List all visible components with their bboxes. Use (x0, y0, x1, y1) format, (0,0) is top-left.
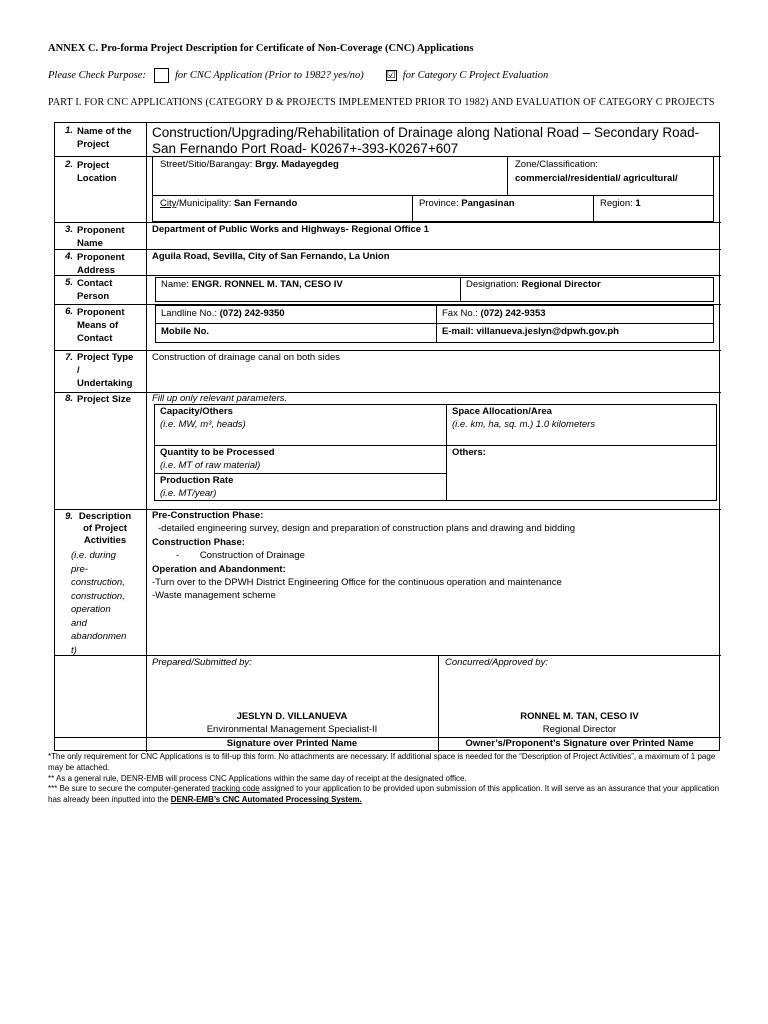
cnc-system-link[interactable]: DENR-EMB’s CNC Automated Processing System. (170, 795, 362, 805)
footnote-1: *The only requirement for CNC Applications is to fill-up this form. No attachments are necessary. If additional space is needed for the “Description of Project Activities”, a maximum of 1 page may be attached. (48, 752, 716, 772)
row-number: 1. (65, 125, 73, 136)
description-hint-line: construction, (71, 577, 125, 588)
city-label-underlined: City (160, 198, 177, 209)
project-type-label: Project Type (77, 352, 134, 363)
description-hint (71, 549, 141, 657)
footnote-3-text: *** Be sure to secure the computer-generated (48, 784, 213, 794)
description-hint-line: and (71, 617, 87, 629)
annex-title: ANNEX C. Pro-forma Project Description for Certificate of Non-Coverage (CNC) Applications (48, 43, 474, 54)
purpose-row (48, 68, 548, 83)
purpose-label: Please Check Purpose: (48, 70, 146, 81)
project-type-label-undertaking: Undertaking (77, 378, 133, 389)
street-label: Street/Sitio/Barangay: (160, 159, 253, 170)
construction-title: Construction Phase: (152, 536, 245, 548)
pre-construction-text: -detailed engineering survey, design and preparation of construction plans and drawing and bidding (158, 523, 576, 535)
city-label: /Municipality: (176, 198, 232, 209)
description-hint-line: (i.e. during (71, 550, 116, 561)
capacity-label: Capacity/Others (160, 406, 233, 417)
landline-field[interactable] (161, 308, 285, 320)
approved-by-name[interactable]: RONNEL M. TAN, CESO IV (520, 711, 639, 722)
prepared-signature-caption: Signature over Printed Name (226, 738, 358, 749)
row-number: 4. (65, 251, 73, 262)
footnotes (48, 752, 720, 806)
quantity-hint[interactable]: (i.e. MT of raw material) (160, 460, 261, 471)
prepared-by-label: Prepared/Submitted by: (152, 657, 252, 668)
province-field[interactable] (419, 198, 515, 210)
contact-name-field[interactable] (161, 279, 343, 291)
description-content[interactable] (152, 509, 717, 603)
production-rate-label: Production Rate (160, 475, 234, 486)
contact-name-value: ENGR. RONNEL M. TAN, CESO IV (191, 279, 343, 290)
space-allocation-label: Space Allocation/Area (452, 406, 552, 417)
production-rate-hint[interactable]: (i.e. MT/year) (160, 488, 217, 499)
prepared-by-name[interactable]: JESLYN D. VILLANUEVA (236, 711, 348, 722)
street-value: Brgy. Madayegdeg (255, 159, 339, 170)
city-value: San Fernando (233, 198, 298, 209)
footnote-2: ** As a general rule, DENR-EMB will process CNC Applications within the same day of receipt at the designated office. (48, 773, 467, 783)
designation-value: Regional Director (521, 279, 601, 290)
landline-label: Landline No.: (161, 308, 217, 319)
region-field[interactable] (600, 198, 641, 210)
pre-construction-title: Pre-Construction Phase: (152, 510, 264, 521)
row-number: 5. (65, 277, 73, 288)
project-description-form (54, 122, 720, 751)
waste-management-text: -Waste management scheme (152, 590, 276, 602)
description-hint-line: pre- (71, 563, 88, 575)
others-label[interactable]: Others: (452, 447, 486, 458)
row-number: 7. (65, 352, 73, 363)
description-label: Description of Project Activities (78, 511, 132, 546)
proponent-address-label: Proponent Address (77, 252, 125, 276)
province-label: Province: (419, 198, 459, 209)
operation-text: -Turn over to the DPWH District Engineering Office for the continuous operation and maintenance (152, 577, 562, 589)
cnc-application-checkbox[interactable] (154, 68, 169, 83)
capacity-hint[interactable]: (i.e. MW, m³, heads) (160, 419, 246, 430)
row-number: 2. (65, 159, 73, 170)
fax-value: (072) 242-9353 (480, 308, 546, 319)
tracking-code-link[interactable]: tracking code (212, 784, 260, 794)
proponent-name-label: Proponent Name (77, 225, 125, 249)
project-name-value: Construction/Upgrading/Rehabilitation of Drainage along National Road – Secondary Road- San Fernando Port Road- K0267+-393-K0267+607 (152, 125, 700, 156)
category-c-checkbox[interactable]: ☑ (386, 70, 396, 81)
part1-title: PART I. FOR CNC APPLICATIONS (CATEGORY D & PROJECTS IMPLEMENTED PRIOR TO 1982) AND EVALUATION OF CATEGORY C PROJECTS (48, 97, 715, 108)
purpose-option-cnc-label: for CNC Application (Prior to 1982? yes/no) (174, 70, 364, 81)
description-hint-line: construction, (71, 590, 125, 602)
purpose-option-category-c-label: for Category C Project Evaluation (402, 70, 549, 81)
footnote-3-text-cont: assigned to your application to be provided upon submission of this application. It will serve as an assurance that your application has already been inputted into the (48, 784, 720, 805)
means-of-contact-label: Proponent Means of Contact (77, 307, 125, 344)
row-number: 8. (65, 393, 73, 404)
zone-value[interactable]: commercial/residential/ agricultural/ (515, 173, 678, 184)
designation-label: Designation: (466, 279, 519, 290)
description-hint-line: abandonmen (71, 631, 127, 642)
proponent-name-value[interactable]: Department of Public Works and Highways- Regional Office 1 (152, 224, 429, 235)
email-value: villanueva.jeslyn@dpwh.gov.ph (476, 326, 619, 337)
email-label: E-mail: (442, 326, 474, 337)
row-number: 3. (65, 224, 73, 235)
construction-item (152, 549, 717, 562)
fax-field[interactable] (442, 308, 546, 320)
approved-by-label: Concurred/Approved by: (445, 657, 548, 668)
project-size-label: Project Size (77, 394, 131, 405)
project-type-value[interactable]: Construction of drainage canal on both sides (152, 352, 341, 363)
proponent-address-value[interactable]: Aguila Road, Sevilla, City of San Fernando, La Union (152, 251, 390, 262)
quantity-label: Quantity to be Processed (160, 447, 275, 458)
description-hint-line: operation (71, 604, 111, 615)
province-value: Pangasinan (461, 198, 515, 209)
fax-label: Fax No.: (442, 308, 478, 319)
region-label: Region: (600, 198, 633, 209)
bullet-dash: - (176, 550, 180, 562)
row-number: 9. (65, 511, 73, 522)
construction-text: Construction of Drainage (199, 550, 305, 562)
prepared-by-title: Environmental Management Specialist-II (206, 724, 378, 735)
city-field[interactable] (160, 198, 297, 210)
zone-label: Zone/Classification: (515, 159, 598, 170)
approved-by-title: Regional Director (542, 724, 617, 735)
region-value: 1 (635, 198, 641, 209)
operation-title: Operation and Abandonment: (152, 563, 286, 575)
project-name-label: Name of the Project (77, 126, 132, 150)
street-field[interactable] (160, 159, 339, 171)
project-size-note: Fill up only relevant parameters. (152, 393, 288, 404)
row-number: 6. (65, 306, 73, 317)
space-allocation-value[interactable]: (i.e. km, ha, sq. m.) 1.0 kilometers (452, 419, 596, 430)
email-field[interactable] (442, 326, 619, 338)
designation-field[interactable] (466, 279, 601, 291)
landline-value: (072) 242-9350 (219, 308, 285, 319)
label-column-divider (146, 123, 147, 752)
location-label: Project Location (77, 160, 117, 184)
mobile-label[interactable]: Mobile No. (161, 326, 210, 337)
project-type-label-slash: / (77, 365, 80, 376)
description-hint-line: t) (71, 644, 77, 656)
contact-person-label: Contact Person (77, 278, 113, 302)
approved-signature-caption: Owner’s/Proponent’s Signature over Printed Name (465, 738, 694, 749)
footnote-3 (48, 784, 720, 806)
contact-name-label: Name: (161, 279, 189, 290)
